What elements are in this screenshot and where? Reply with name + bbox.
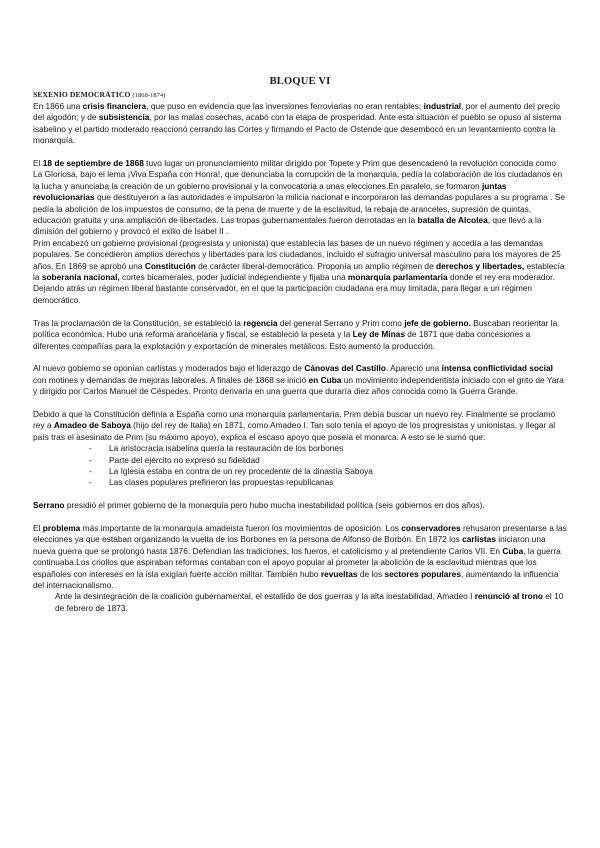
text-run: de los [357,568,385,579]
text-run: que destituyeron a las autoridades e impulsaron la milicia nacional e incorporaron las demandas populares a su programa . Se pedía la abolición de los impuestos de consumo, de la pena de muerte y de la esclavitud, la rebaja de aranceles, supresión de quintas, educación gratuita y una ampliación de libertades. Las tropas gubernamentales fueron derrotadas en la [33,192,565,226]
text-run: . Apareció una [385,363,442,374]
paragraph-crisis [33,101,567,147]
page-title: BLOQUE VI [269,76,331,87]
text-run: El [33,158,43,169]
list-item: - Las clases populares prefirieron las propuestas republicanas [89,477,567,488]
text-run: establecía la [33,260,565,283]
bold-term: Serrano [33,500,65,511]
bold-term: renunció al trono [474,591,543,602]
bold-term: intensa conflictividad social [441,363,553,374]
text-run: , que puso en evidencia que las inversiones ferroviarias no eran rentables; [146,101,424,111]
list-item: - La Iglesia estaba en contra de un rey procedente de la dinastía Saboya [89,466,567,477]
text-run: Al nuevo gobierno se oponían carlistas y moderados bajo el liderazgo de [33,363,305,374]
text-run: , la guerra continuaba.Los criollos que aspiraban reformas contaban con el apoyo popular al prometer la abolición de la esclavitud mientras que los españoles con intereses en la isla exigían fuerte acción militar. También hubo [33,545,561,579]
bold-term: Amadeo de Saboya [53,420,131,431]
text-run: el 10 de febrero de 1873. [55,591,564,613]
text-run: (hijo del rey de Italia) en 1871, como Amadeo I. Tan solo tenía el apoyo de los progresistas y unionistas, y llegar al país tras el asesinato de Prim (su máximo apoyo), explica el escaso apoyo que poseía el monarca. A esto se le sumó que: [33,420,556,442]
paragraph-renuncia [33,591,567,614]
bold-term: revueltas [320,568,358,579]
bold-term: monarquía parlamentaria [347,272,448,283]
bold-term: industrial [423,101,462,111]
section-heading [33,90,567,101]
bold-term: 18 de septiembre de 1868 [42,158,144,169]
text-run: rehusaron presentarse a las elecciones ya que estaban organizando la vuelta de los Borbones en la persona de Alfonso de Borbón. En 1872 los [33,522,567,545]
paragraph-gobierno-provisional [33,238,567,306]
bold-term: conservadores [401,522,461,533]
bold-term: problema [42,522,81,533]
reasons-list [33,443,567,489]
text-run: con motines y demandas de mejoras laborales. A finales de 1868 se inició [33,374,309,385]
text-run: un movimiento independentista iniciado con el grito de Yara y dirigido por Carlos Manuel de Céspedes. Pronto derivaría en una guerra que duraría diez años conocida como la Guerra Grande. [33,374,564,397]
paragraph-gloriosa [33,158,567,238]
text-run: , que llevó a la dimisión del gobierno y provocó el exilio de Isabel II . [33,215,542,237]
text-run: donde el rey era moderador. Dejando atrás un régimen liberal bastante conservador, en el que la participación ciudadana era muy limitada, para llegar a un régimen democrático. [33,272,555,305]
bold-term: crisis financiera [82,101,147,111]
text-run: En 1866 una [33,101,83,111]
text-run: , aumentando la influencia del internacionalismo. [33,568,559,590]
section-heading-main: SEXENIO DEMOCRÁTICO [33,90,131,99]
text-run: , por el aumento del precio del algodón; y de [33,101,560,123]
bold-term: carlistas [462,534,496,545]
bold-term: subsistencia [98,112,150,123]
text-run: Ante la desintegración de la coalición gubernamental, el estallido de dos guerras y la alta inestabilidad, Amadeo I [55,591,475,602]
text-run: de carácter liberal-democrático. Proponía un amplio régimen de [195,260,437,271]
bold-term: jefe de gobierno. [404,317,471,328]
paragraph-amadeo [33,409,567,443]
section-heading-dates: (1868-1874) [132,92,166,99]
list-item: - La aristocracia isabelina quería la restauración de los borbones [89,443,567,454]
paragraph-oposicion [33,363,567,397]
bold-term: Cánovas del Castillo [304,363,386,374]
text-run: Debido a que la Constitución definía a España como una monarquía parlamentaria, Prim debía buscar un nuevo rey. Finalmente se proclamó rey a [33,408,556,431]
text-run: tuvo lugar un pronunciamiento militar dirigido por Topete y Prim que desencadenó la revolución conocida como La Gloriosa, bajo el lema ¡Viva España con Honra!, que denunciaba la corrupción de la monarquía, pedía la colaboración de los ciudadanos en la lucha y anunciaba la creación de un gobierno provisional y la convocatoria a unas elecciones.En paralelo, se formaron [33,158,563,191]
paragraph-problema [33,523,567,591]
bold-term: Constitución [144,260,196,271]
list-item: - Parte del ejército no expresó su fidelidad [89,455,567,466]
text-run: presidió el primer gobierno de la monarquía pero hubo mucha inestabilidad política (seis gobiernos en dos años). [64,500,485,511]
text-run: Prim encabezó un gobierno provisional (progresista y unionista) que establecía las bases de un nuevo régimen y accedía a las demandas populares. Se concedieron amplios derechos y libertades para los ciudadanos, incluido el sufragio universal masculino para los mayores de 25 años. En 1869 se aprobó una [33,237,561,271]
text-run: del general Serrano y Prim como [277,317,405,328]
text-run: cortes bicamerales, poder judicial independiente y fijaba una [119,272,348,283]
bold-term: en Cuba [308,374,342,385]
bold-term: sectores populares [384,568,461,579]
bold-term: regencia [243,317,278,328]
bold-term: soberanía nacional, [41,272,120,283]
text-run: de 1871 que daba concesiones a diferentes compañías para la explotación y exportación de minerales metálicos. Esto aumentó la producción. [33,329,531,351]
text-run: Buscaban reorientar la política económica. Hubo una reforma arancelaria y fiscal, se estableció la peseta y la [33,317,558,340]
bold-term: Ley de Minas [352,329,405,340]
text-run: , por las malas cosechas, acabó con la etapa de prosperidad. Ante esta situación el pueblo se opuso al sistema isabelino y el partido moderado reaccionó cerrando las Cortes y firmando el Pacto de Ostende que desembocó en un levantamiento contra la monarquía. [33,112,562,146]
bold-term: Cuba [502,545,524,556]
bold-term: juntas revolucionarias [33,180,507,203]
paragraph-regencia [33,318,567,352]
bold-term: derechos y libertades, [436,260,525,271]
paragraph-serrano [33,500,567,511]
text-run: iniciaron una nueva guerra que se prolongó hasta 1876. Defendían las tradiciones, los fueros, el catolicismo y al pretendiente Carlos VII. En [33,534,546,556]
document-page [33,76,567,614]
text-run: más importante de la monarquía amadeista fueron los movimientos de oposición. Los [80,522,402,533]
bold-term: batalla de Alcolea [417,215,488,226]
text-run: El [33,522,43,533]
text-run: Tras la proclamación de la Constitución, se estableció la [33,317,244,328]
